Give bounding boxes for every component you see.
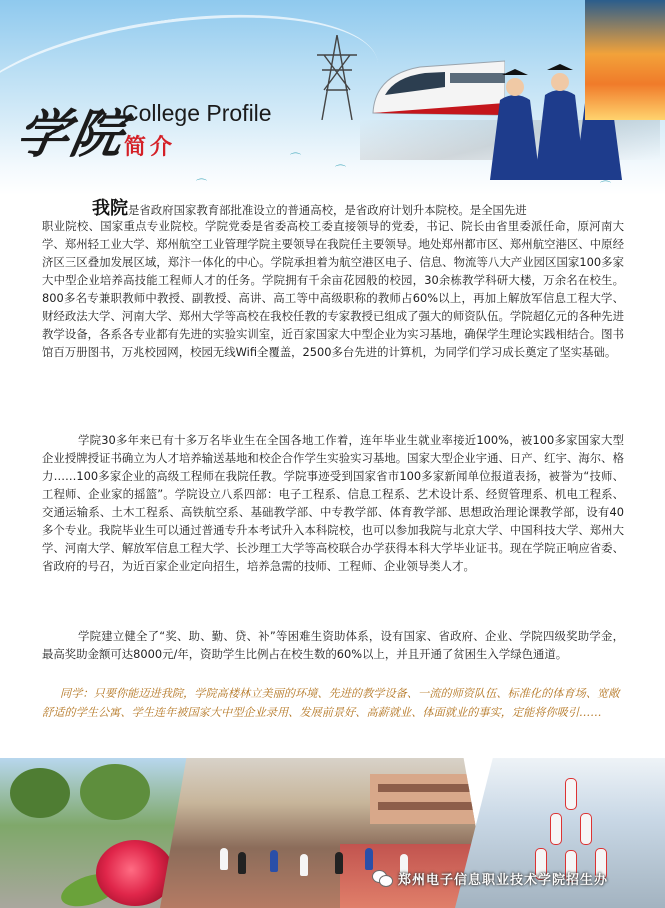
bird-icon: ⌒: [290, 152, 301, 165]
paragraph-intro: 职业院校、国家重点专业院校。学院党委是省委高校工委直接领导的党委，书记、院长由省里委派任命，原河南大学、郑州轻工业大学、郑州航空工业管理学院主要领导在我院任主要领导。地处郑州都市区、郑州航空港区、中原经济区三区叠加发展区域，郑汴一体化的中心。学院承担着为航空港区电子、信息、物流等八大产业园区国家100多家大中型企业培养高技能工程师人才的任务。学院拥有千余亩花园般的校园，30余栋教学科研大楼，万余名在校生。800多名专兼职教师中教授、副教授、高讲、高工等中高级职称的教师占60%以上，再加上解放军信息工程大学、财经政法大学、河南大学、郑州大学等高校在我校任教的专家教授已组成了强大的师资队伍。学院超亿元的各种先进教学设备，各系各专业都有先进的实验实训室，近百家国家大中型企业为实习基地，确保学生理论实践相结合。图书馆百万册图书，万兆校园网，校园无线Wifi全覆盖，2500多台先进的计算机，为同学们学习成长奠定了坚实基础。: [42, 219, 624, 359]
watermark-text: 郑州电子信息职业技术学院招生办: [398, 872, 609, 888]
paragraph-graduates: 学院30多年来已有十多万名毕业生在全国各地工作着，连年毕业生就业率接近100%，被100多家国家大型企业授牌授证书确立为人才培养输送基地和校企合作学生实验实习基地。国家大型企业宇通、日产、红宇、海尔、格力……100多家企业的高级工程师在我院任教。学院事迹受到国家省市100多家新闻单位报道表扬，被誉为“技师、工程师、企业家的摇篮”。学院设立八系四部：电子工程系、信息工程系、艺术设计系、经贸管理系、机电工程系、交通运输系、土木工程系、高铁航空系、基础教学部、中专教学部、体育教学部、思想政治理论课教学部，设有40多个专业。我院毕业生可以通过普通专升本考试升入本科院校，也可以参加我院与北京大学、中国科技大学、郑州大学、河南大学、解放军信息工程大学、长沙理工大学等高校联合办学获得本科大学毕业证书。现在学院正响应省委、省政府的号召，为近百家企业定向招生，培养急需的技师、工程师、企业领导类人才。: [42, 433, 624, 573]
paragraph-financial-aid: 学院建立健全了“奖、助、勤、贷、补”等困难生资助体系，设有国家、省政府、企业、学院四级奖助学金，最高奖助金额可达8000元/年，资助学生比例占在校生数的60%以上，并且开通了贫困生入学绿色通道。: [42, 629, 624, 661]
power-pylon-icon: [312, 35, 362, 120]
recruitment-slogan: 同学：只要你能迈进我院，学院高楼林立美丽的环境、先进的教学设备、一流的师资队伍、标准化的体育场、宽敞舒适的学生公寓、学生连年被国家大中型企业录用、发展前景好、高薪就业、体面就业的事实，定能将你吸引……: [42, 687, 620, 719]
title-college-profile: College Profile: [122, 100, 272, 126]
lead-word: 我院: [92, 198, 128, 219]
header-banner: [0, 0, 665, 195]
bird-icon: ⌒: [335, 164, 346, 177]
title-college: 学院: [11, 104, 131, 165]
title-profile: 简介: [124, 135, 177, 160]
bird-icon: ⌒: [196, 178, 207, 191]
bird-icon: ⌒: [600, 180, 611, 193]
launch-tower-image: [585, 0, 665, 120]
wechat-watermark: [372, 866, 660, 890]
wechat-icon: [372, 868, 394, 888]
intro-first-line: 是省政府国家教育部批准设立的普通高校，是省政府计划升本院校。是全国先进: [128, 203, 527, 217]
